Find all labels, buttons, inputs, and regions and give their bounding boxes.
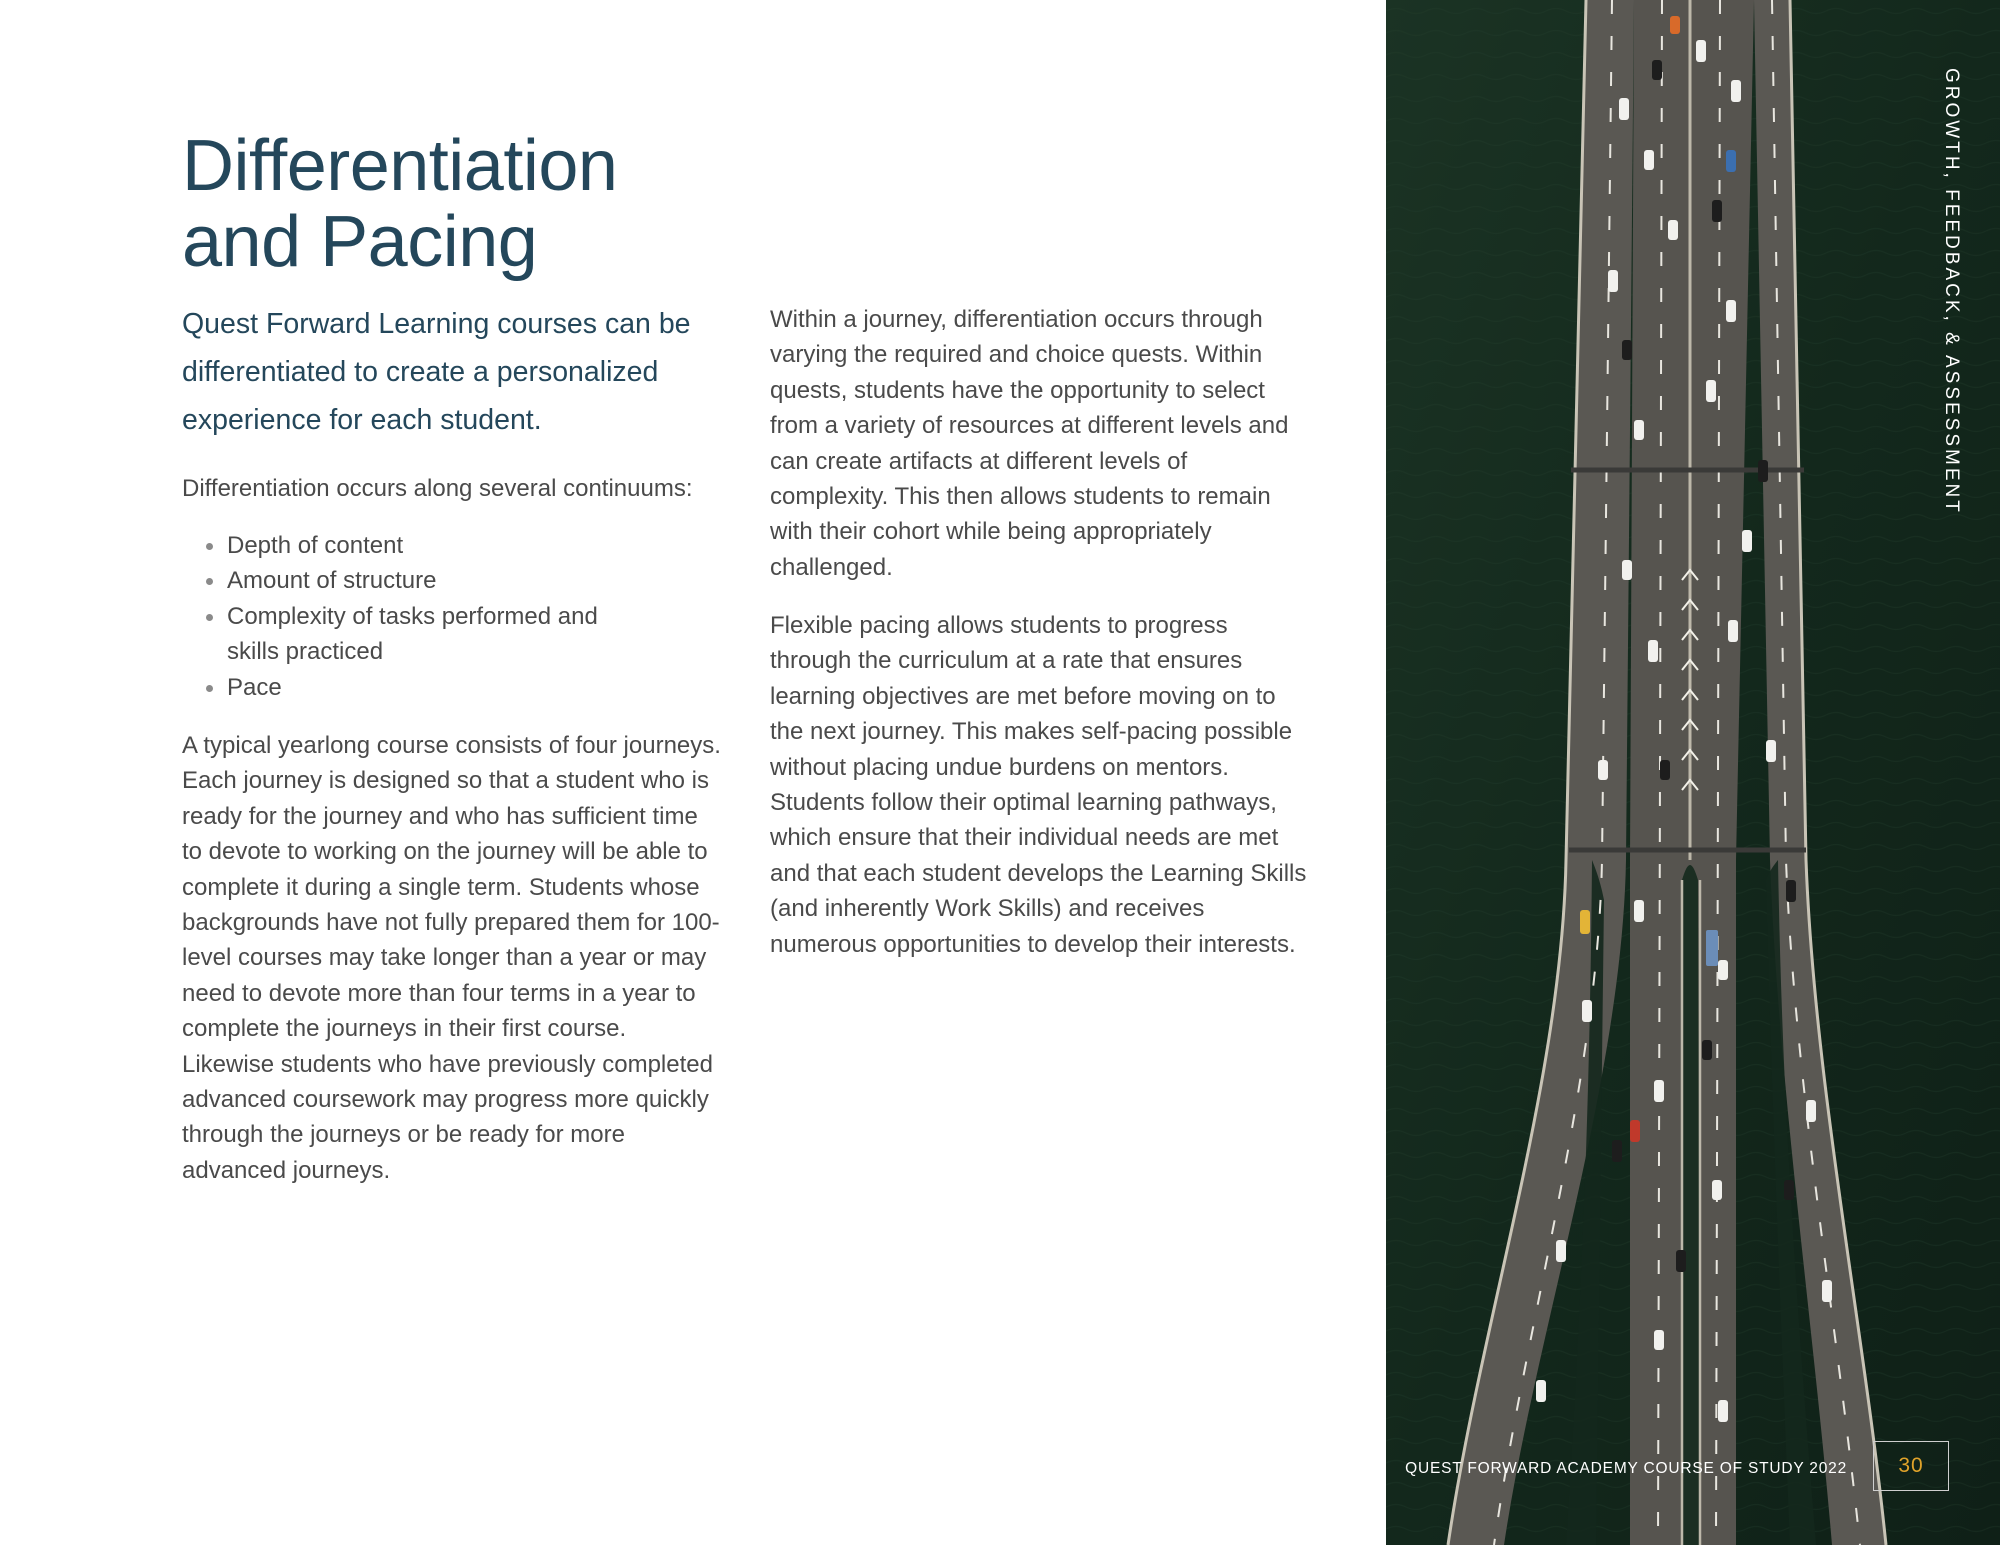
page-title	[182, 128, 742, 280]
journey-differentiation-paragraph: Within a journey, differentiation occurs through varying the required and choice quests. Within quests, students have the opportunity to select from a variety of resources at different levels and can create artifacts at different levels of complexity. This then allows students to remain with their cohort while being appropriately challenged.	[770, 306, 1289, 581]
title-line-2: and Pacing	[182, 202, 538, 282]
list-item: Depth of content	[182, 528, 742, 563]
bridge-illustration	[1386, 0, 2000, 1545]
section-label: GROWTH, FEEDBACK, & ASSESSMENT	[1941, 68, 1962, 515]
bullet-dot-icon	[206, 685, 213, 692]
bullet-dot-icon	[206, 614, 213, 621]
footer-publication: QUEST FORWARD ACADEMY COURSE OF STUDY 2022	[1405, 1460, 1847, 1477]
continuums-intro: Differentiation occurs along several continuums:	[182, 475, 693, 502]
lead-paragraph: Quest Forward Learning courses can be differentiated to create a personalized experience for each student.	[182, 308, 691, 436]
bullet-dot-icon	[206, 543, 213, 550]
title-line-1: Differentiation	[182, 126, 618, 206]
list-item: Complexity of tasks performed and skills practiced	[182, 599, 627, 670]
flexible-pacing-paragraph: Flexible pacing allows students to progress through the curriculum at a rate that ensures learning objectives are met before moving on to the next journey. This makes self-pacing possible without placing undue burdens on mentors. Students follow their optimal learning pathways, which ensure that their individual needs are met and that each student develops the Learning Skills (and inherently Work Skills) and receives numerous opportunities to develop their interests.	[770, 612, 1307, 958]
yearlong-course-paragraph: A typical yearlong course consists of four journeys. Each journey is designed so that a student who is ready for the journey and who has sufficient time to devote to working on the journey will be able to complete it during a single term. Students whose backgrounds have not fully prepared them for 100-level courses may take longer than a year or may need to devote more than four terms in a year to complete the journeys in their first course. Likewise students who have previously completed advanced coursework may progress more quickly through the journeys or be ready for more advanced journeys.	[182, 732, 721, 1184]
continuums-list	[182, 528, 742, 705]
page-number: 30	[1873, 1441, 1949, 1491]
bullet-dot-icon	[206, 578, 213, 585]
list-item: Amount of structure	[182, 563, 742, 598]
bridge-aerial-photo	[1386, 0, 2000, 1545]
list-item: Pace	[182, 670, 742, 705]
